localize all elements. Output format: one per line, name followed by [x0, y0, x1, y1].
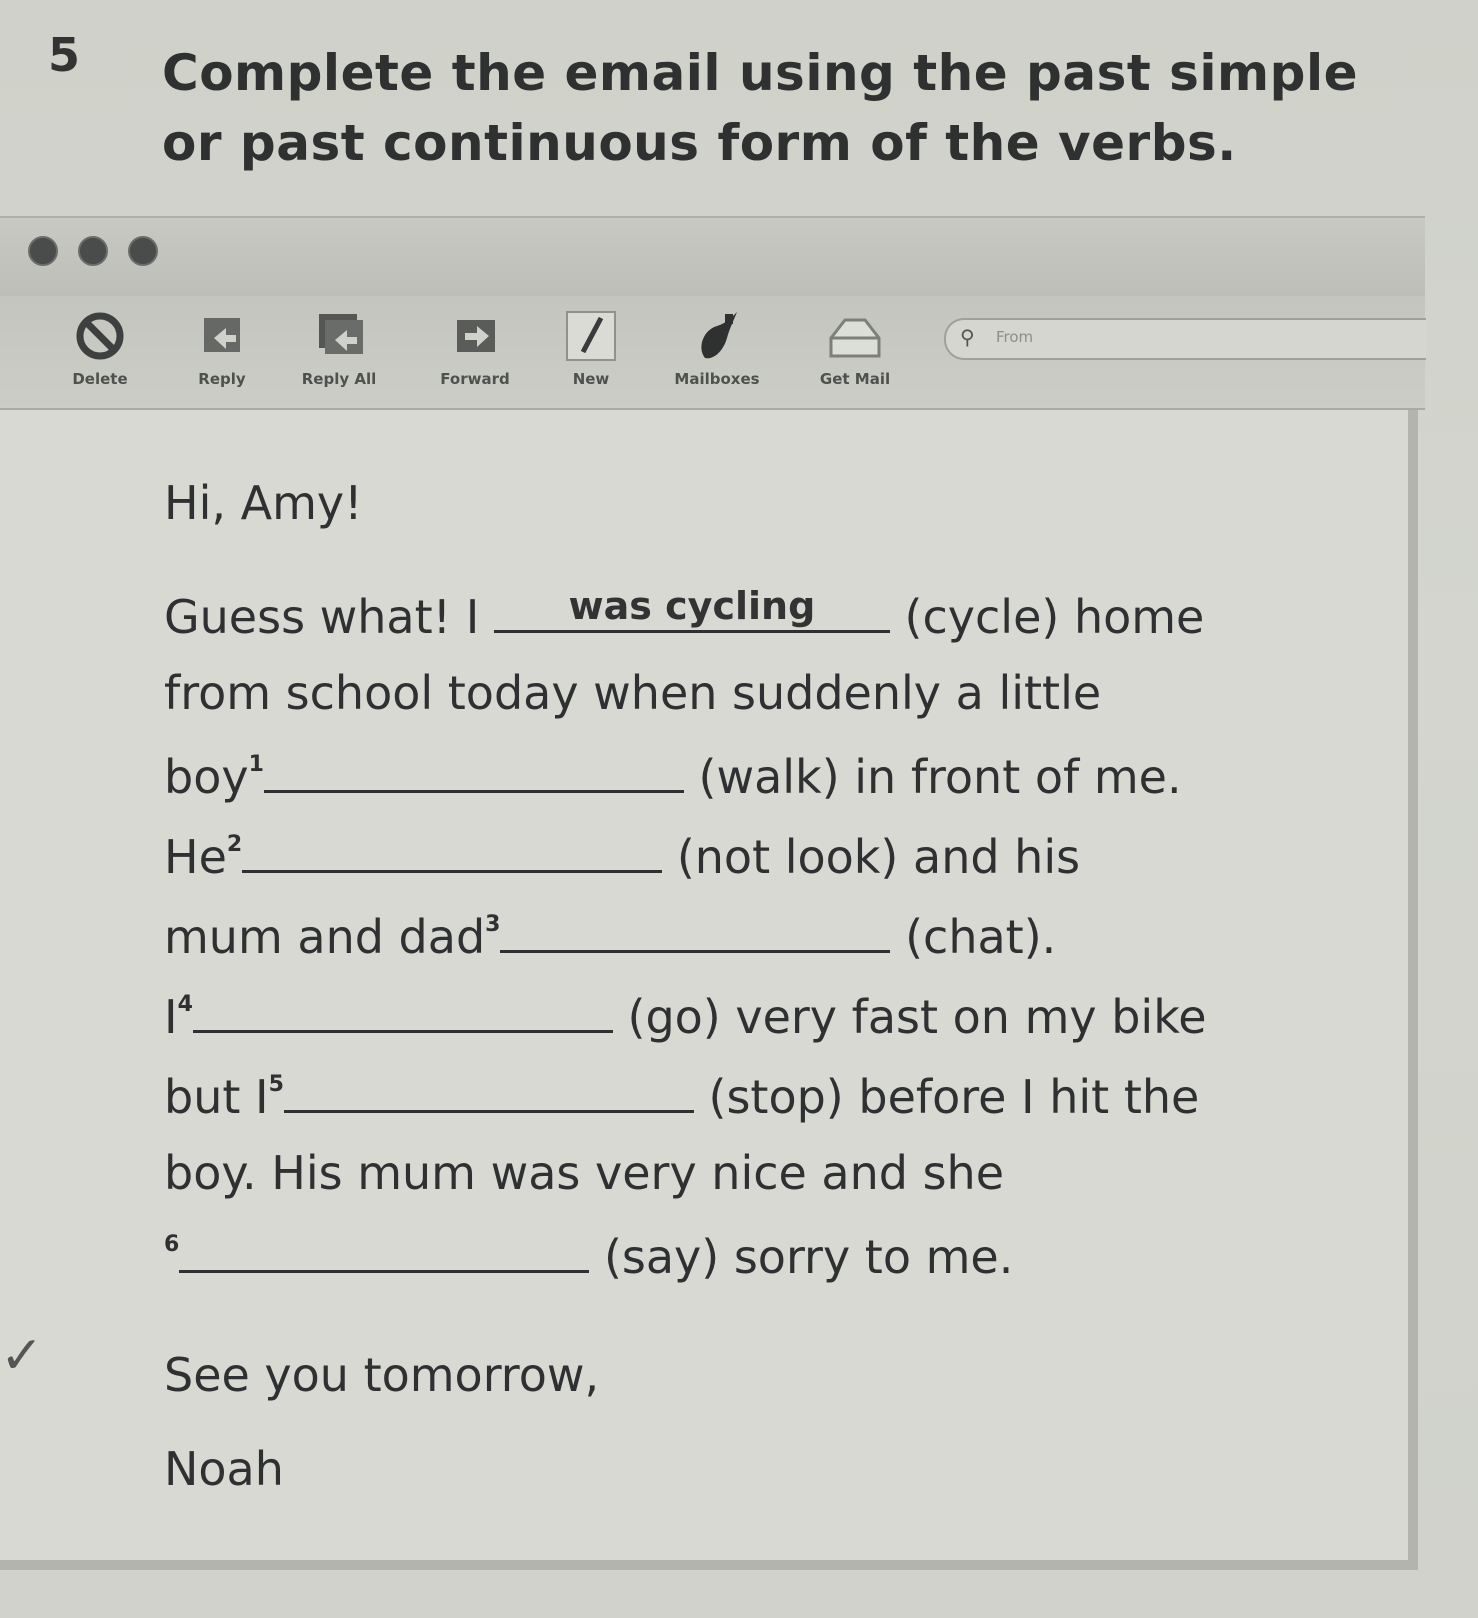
gap-number-1: 1: [248, 752, 264, 777]
forward-button[interactable]: [420, 308, 530, 388]
email-body-pane: [0, 410, 1418, 1570]
mailboxes-label: Mailboxes: [674, 370, 760, 388]
close-window-button[interactable]: [28, 236, 58, 266]
answer-blank-1[interactable]: [264, 746, 684, 793]
exercise-instruction: Complete the email using the past simple or past continuous form of the verbs.: [162, 44, 1359, 172]
search-mailbox-input[interactable]: [944, 318, 1426, 360]
reply-label: Reply: [198, 370, 246, 388]
zoom-window-button[interactable]: [128, 236, 158, 266]
reply-all-label: Reply All: [301, 370, 377, 388]
new-message-button[interactable]: [556, 308, 626, 388]
pencil-tick-mark: ✓: [0, 1326, 44, 1386]
line-7-start: but I: [164, 1070, 269, 1124]
exercise-number: 5: [48, 28, 81, 82]
line-7-end: (stop) before I hit the: [708, 1070, 1200, 1124]
get-mail-icon: [825, 308, 885, 364]
answer-blank-3[interactable]: [500, 906, 890, 953]
answer-blank-4[interactable]: [193, 986, 613, 1033]
new-label: New: [572, 370, 610, 388]
email-line-4: [164, 826, 1080, 884]
example-answer-blank: [494, 586, 890, 633]
line-6-start: I: [164, 990, 178, 1044]
email-line-2: from school today when suddenly a little: [164, 666, 1102, 720]
email-line-7: [164, 1066, 1199, 1124]
delete-button[interactable]: [60, 308, 140, 388]
reply-icon: [192, 308, 252, 364]
line-4-end: (not look) and his: [676, 830, 1081, 884]
mailboxes-icon: [687, 308, 747, 364]
mail-window: [0, 216, 1425, 1566]
email-line-3: [164, 746, 1182, 804]
mail-toolbar: [0, 296, 1425, 410]
gap-number-3: 3: [485, 912, 501, 937]
reply-button[interactable]: [182, 308, 262, 388]
email-line-1: [164, 586, 1204, 644]
line-5-end: (chat).: [905, 910, 1057, 964]
answer-blank-2[interactable]: [242, 826, 662, 873]
email-line-8: boy. His mum was very nice and she: [164, 1146, 1005, 1200]
gap-number-4: 4: [177, 992, 193, 1017]
get-mail-button[interactable]: [800, 308, 910, 388]
forward-label: Forward: [440, 370, 510, 388]
reply-all-icon: [309, 308, 369, 364]
email-line-9: [164, 1226, 1013, 1284]
line-3-end: (walk) in front of me.: [698, 750, 1182, 804]
line-5-start: mum and dad: [164, 910, 486, 964]
delete-label: Delete: [72, 370, 128, 388]
get-mail-label: Get Mail: [819, 370, 891, 388]
gap-number-5: 5: [268, 1072, 284, 1097]
line-1-start: Guess what! I: [164, 590, 480, 644]
line-1-end: (cycle) home: [904, 590, 1205, 644]
line-9-end: (say) sorry to me.: [603, 1230, 1014, 1284]
delete-icon: [70, 308, 130, 364]
mailboxes-button[interactable]: [652, 308, 782, 388]
line-4-start: He: [164, 830, 227, 884]
line-6-end: (go) very fast on my bike: [627, 990, 1207, 1044]
minimize-window-button[interactable]: [78, 236, 108, 266]
email-line-6: [164, 986, 1207, 1044]
search-icon: ⚲: [960, 325, 975, 349]
gap-number-6: 6: [164, 1232, 180, 1257]
email-greeting: Hi, Amy!: [164, 476, 363, 530]
email-signature: Noah: [164, 1442, 284, 1496]
answer-blank-5[interactable]: [284, 1066, 694, 1113]
compose-icon: [561, 308, 621, 364]
reply-all-button[interactable]: [284, 308, 394, 388]
search-placeholder: From: [996, 328, 1034, 346]
email-closing: See you tomorrow,: [164, 1348, 600, 1402]
email-line-5: [164, 906, 1056, 964]
answer-blank-6[interactable]: [179, 1226, 589, 1273]
gap-number-2: 2: [226, 832, 243, 857]
line-3-start: boy: [164, 750, 249, 804]
example-answer: was cycling: [568, 584, 816, 628]
window-titlebar: [0, 216, 1425, 298]
forward-icon: [445, 308, 505, 364]
